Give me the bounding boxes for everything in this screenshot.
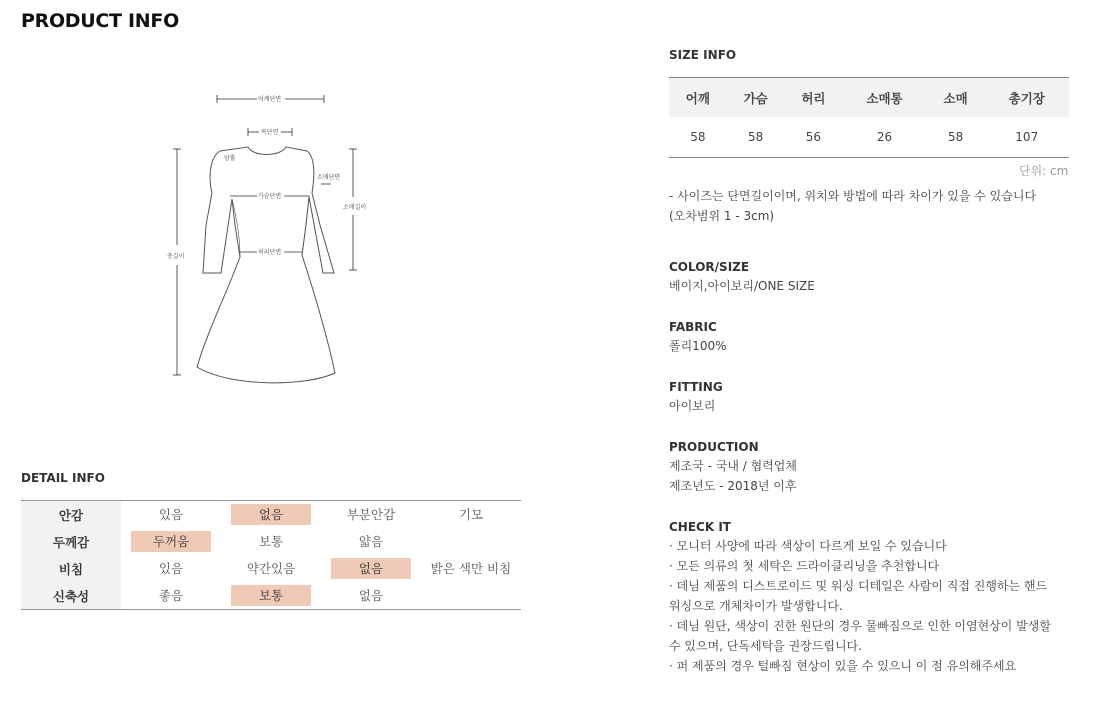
fitting-title: FITTING xyxy=(669,380,723,394)
check-it-line: · 퍼 제품의 경우 털빠짐 현상이 있을 수 있으니 이 점 유의해주세요 xyxy=(669,659,1017,673)
label-neck: 목단면 xyxy=(261,129,279,136)
fabric-text: 폴리100% xyxy=(669,339,727,353)
option-cell-selected: 없음 xyxy=(231,504,311,525)
size-note-line: (오차범위 1 - 3cm) xyxy=(669,209,775,223)
check-it-line: 수 있으며, 단독세탁을 권장드립니다. xyxy=(669,639,862,653)
row-label: 신축성 xyxy=(21,582,121,610)
row-label: 비침 xyxy=(21,555,121,582)
option-cell: 보통 xyxy=(258,534,284,549)
production-line: 제조국 - 국내 / 협력업체 xyxy=(669,459,797,473)
option-cell: 얇음 xyxy=(358,534,384,549)
size-value: 26 xyxy=(876,130,893,144)
label-chest: 가슴단면 xyxy=(258,193,282,200)
size-value: 58 xyxy=(748,130,764,144)
size-value: 107 xyxy=(1015,130,1039,144)
size-note xyxy=(669,186,1036,226)
column-header: 어깨 xyxy=(669,78,727,118)
size-info-title: SIZE INFO xyxy=(669,48,737,62)
table-row xyxy=(21,582,521,610)
table-row xyxy=(21,501,521,529)
check-it-title: CHECK IT xyxy=(669,520,731,534)
table-header-row xyxy=(669,78,1069,118)
option-cell: 기모 xyxy=(458,507,484,522)
check-it-line: · 모든 의류의 첫 세탁은 드라이클리닝을 추천합니다 xyxy=(669,559,940,573)
row-label: 두께감 xyxy=(21,528,121,555)
option-cell: 밝은 색만 비침 xyxy=(430,561,512,576)
table-row xyxy=(21,555,521,582)
color-size-text: 베이지,아이보리/ONE SIZE xyxy=(669,279,815,293)
color-size-title: COLOR/SIZE xyxy=(669,260,750,274)
label-sleeve-length: 소매길이 xyxy=(343,204,367,211)
table-row xyxy=(21,528,521,555)
check-it-line: 워싱으로 개체차이가 발생합니다. xyxy=(669,599,843,613)
option-cell: 약간있음 xyxy=(246,561,296,576)
check-it-line: · 데님 제품의 디스트로이드 및 워싱 디테일은 사람이 직접 진행하는 핸드 xyxy=(669,579,1048,593)
option-cell-selected: 없음 xyxy=(331,558,411,579)
size-value: 56 xyxy=(805,130,822,144)
option-cell: 없음 xyxy=(358,588,384,603)
row-label: 안감 xyxy=(21,501,121,529)
label-waist: 허리단면 xyxy=(258,249,282,256)
option-cell-selected: 보통 xyxy=(231,585,311,606)
production-line: 제조년도 - 2018년 이후 xyxy=(669,479,797,493)
option-cell: 있음 xyxy=(158,561,184,576)
dress-measurement-diagram xyxy=(160,85,367,390)
label-total-length: 총길이 xyxy=(167,253,185,260)
option-cell xyxy=(431,584,511,605)
column-header: 소매통 xyxy=(842,78,926,118)
fabric-title: FABRIC xyxy=(669,320,717,334)
unit-label: 단위: cm xyxy=(1019,164,1069,178)
production-title: PRODUCTION xyxy=(669,440,759,454)
option-cell: 좋음 xyxy=(158,588,184,603)
size-info-table xyxy=(669,77,1069,158)
column-header: 총기장 xyxy=(985,78,1070,118)
detail-info-title: DETAIL INFO xyxy=(21,471,105,485)
fitting-text: 아이보리 xyxy=(669,399,716,413)
page-title: PRODUCT INFO xyxy=(21,10,179,32)
table-row xyxy=(669,117,1069,158)
label-shoulder: 어깨단면 xyxy=(258,96,282,103)
size-value: 58 xyxy=(690,130,706,144)
option-cell-selected: 두꺼움 xyxy=(131,531,211,552)
check-it-line: · 모니터 사양에 따라 색상이 다르게 보일 수 있습니다 xyxy=(669,539,947,553)
size-value: 58 xyxy=(947,130,964,144)
detail-info-table xyxy=(21,500,521,610)
size-note-line: - 사이즈는 단면길이이며, 위치와 방법에 따라 차이가 있을 수 있습니다 xyxy=(669,189,1037,203)
option-cell xyxy=(431,530,511,551)
column-header: 가슴 xyxy=(727,78,785,118)
column-header: 허리 xyxy=(785,78,843,118)
column-header: 소매 xyxy=(927,78,985,118)
label-armhole: 암홀 xyxy=(224,155,236,162)
option-cell: 있음 xyxy=(158,507,184,522)
option-cell: 부분안감 xyxy=(346,507,396,522)
production-text xyxy=(669,456,797,496)
check-it-text xyxy=(669,536,1079,676)
label-sleeve-width: 소매단면 xyxy=(317,174,341,181)
check-it-line: · 데님 원단, 색상이 진한 원단의 경우 물빠짐으로 인한 이염현상이 발생할 xyxy=(669,619,1051,633)
